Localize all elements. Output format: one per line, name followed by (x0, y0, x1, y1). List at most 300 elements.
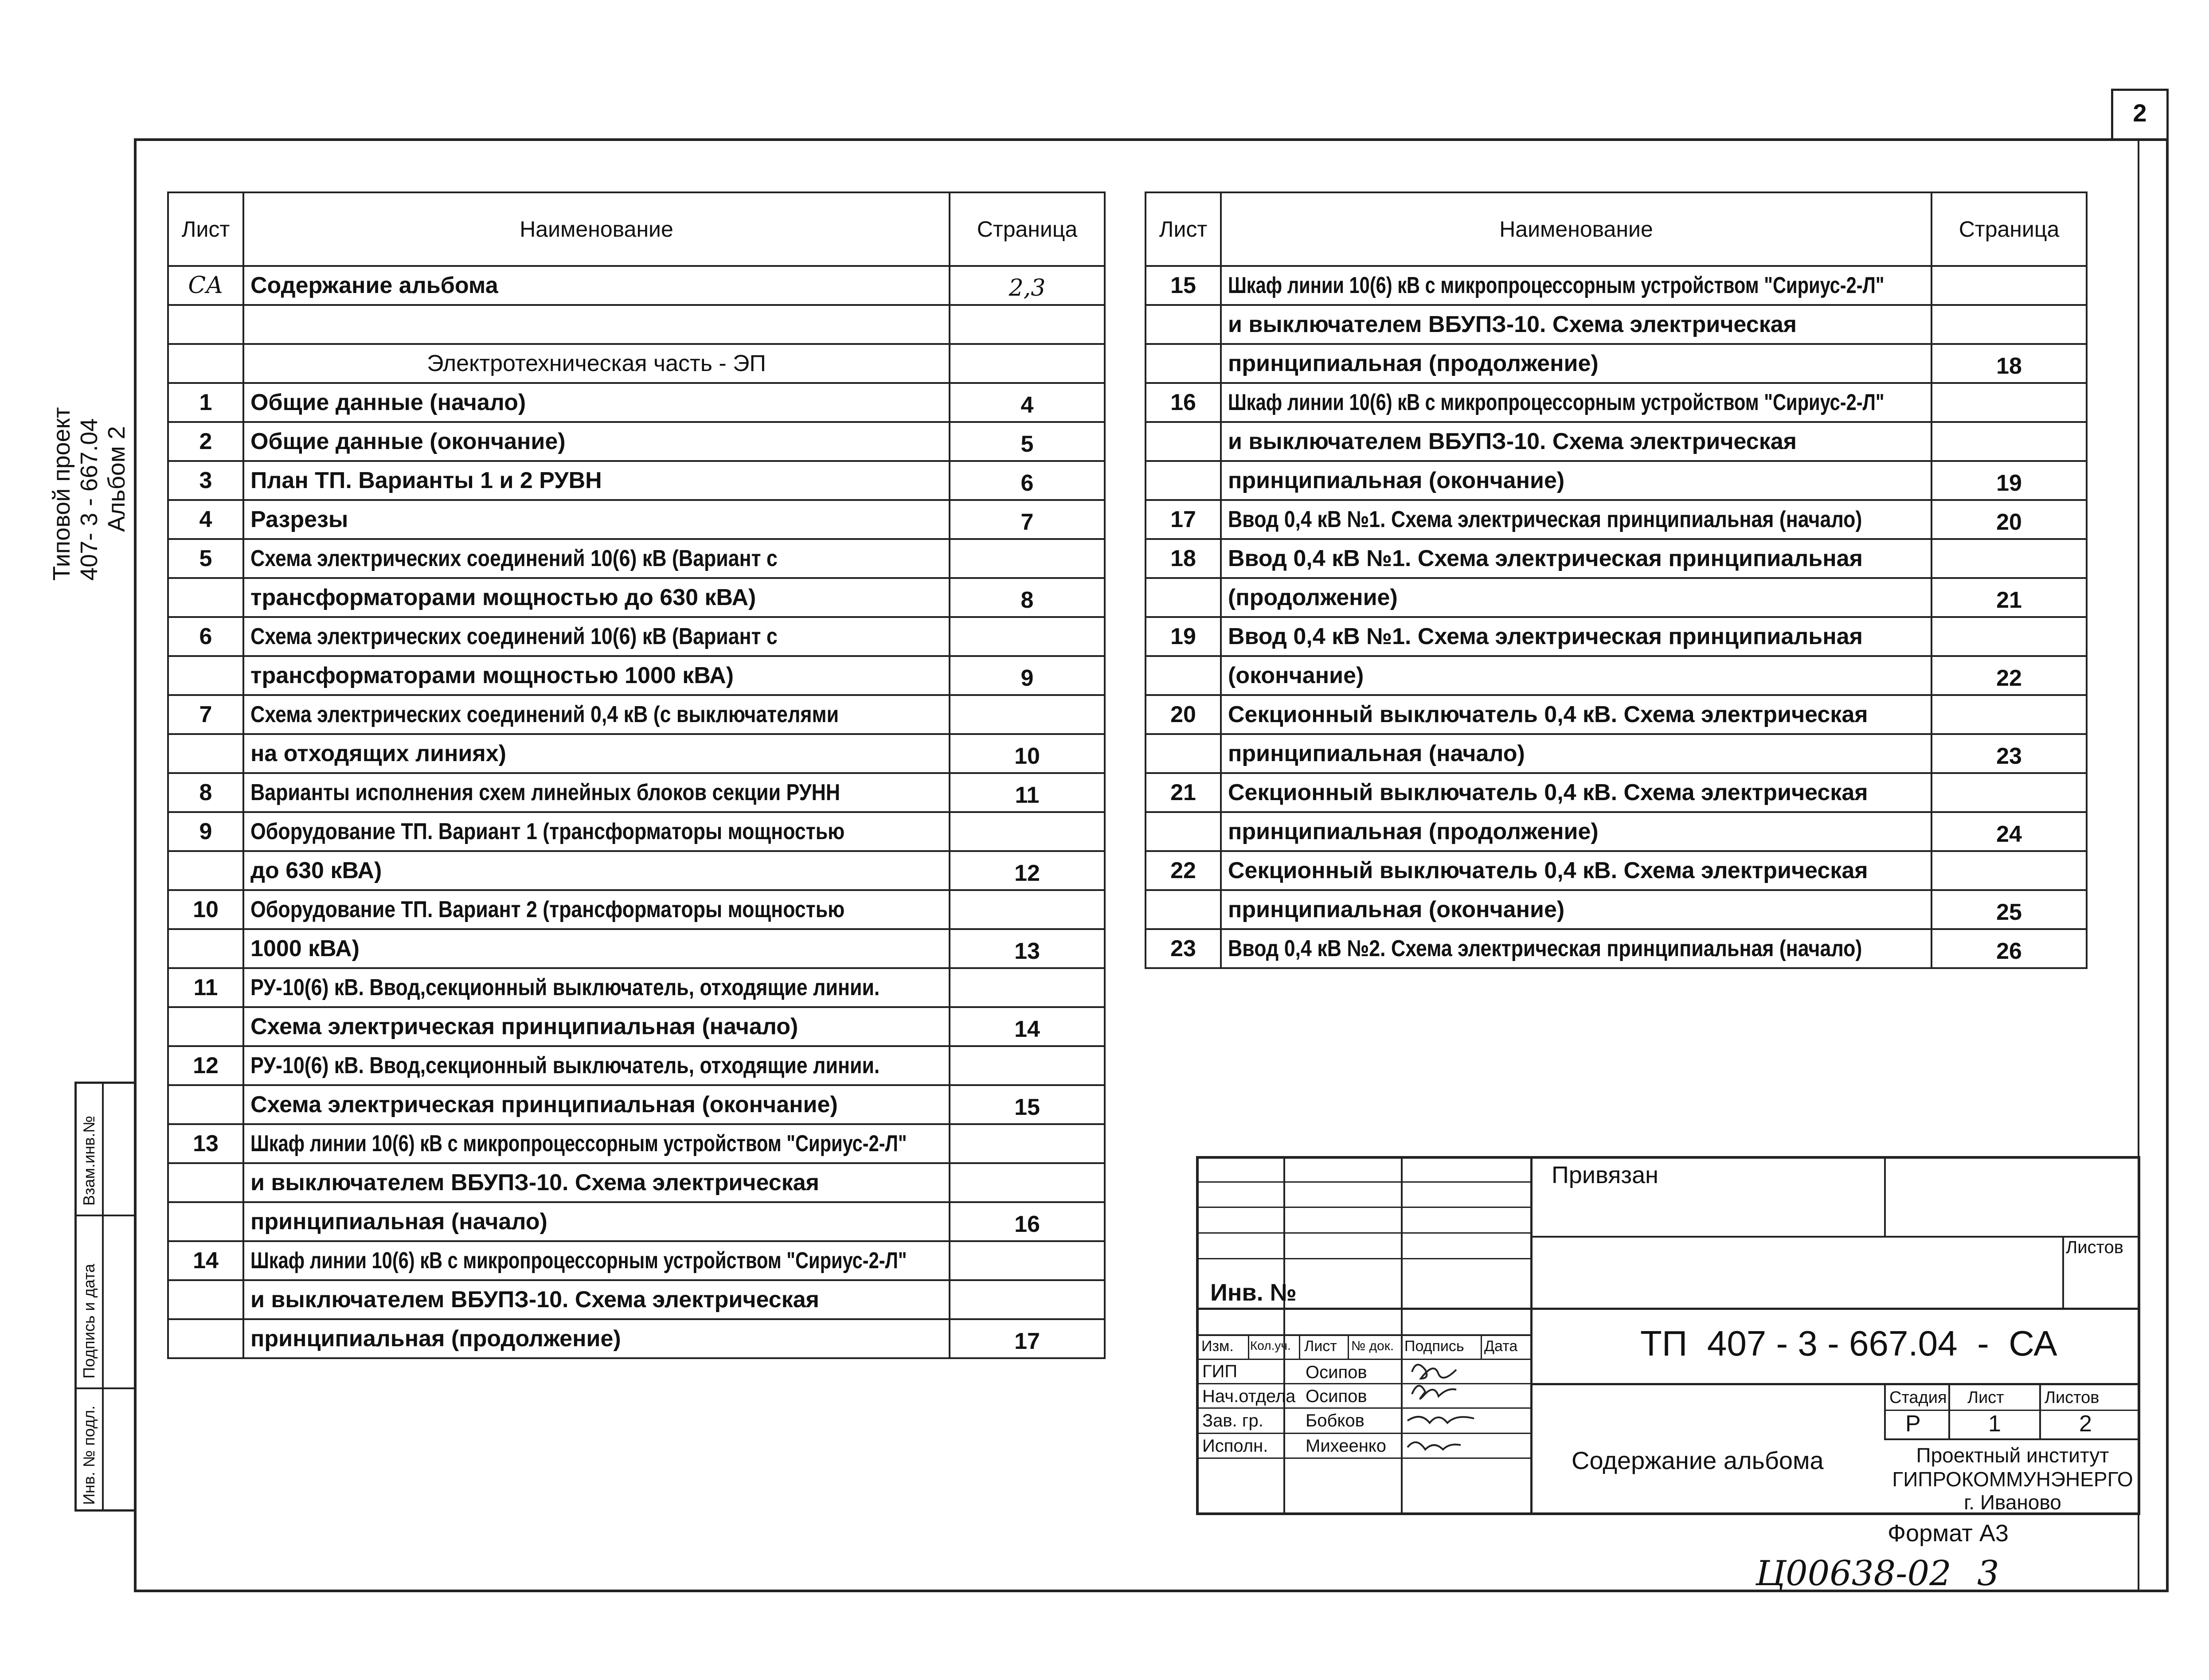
toc-row (168, 929, 1105, 968)
toc-name-text: Схема электрических соединений 0,4 кВ (с выключателями (250, 702, 839, 727)
side-stamp-replace-inv: Взам.инв.№ (80, 1115, 98, 1206)
toc-cell-name (243, 1163, 950, 1202)
toc-sheet-text: 1 (199, 390, 212, 415)
toc-cell-sheet (1146, 539, 1221, 578)
toc-sheet-text: 9 (199, 819, 212, 844)
toc-name-text: трансформаторами мощностью 1000 кВА) (250, 663, 734, 688)
toc-name-text: Шкаф линии 10(6) кВ с микропроцессорным устройством "Сириус-2-Л" (1228, 273, 1884, 298)
toc-cell-page (1931, 851, 2087, 890)
toc-cell-page (950, 1085, 1105, 1124)
toc-name-text: и выключателем ВБУПЗ-10. Схема электрическая (250, 1170, 819, 1196)
toc-sheet-text: 23 (1170, 936, 1196, 961)
toc-cell-name (1221, 851, 1931, 890)
toc-cell-sheet (168, 734, 243, 773)
toc-row (1146, 617, 2087, 656)
toc-name-text: Секционный выключатель 0,4 кВ. Схема электрическая (1228, 780, 1868, 805)
hdr-list: Лист (1304, 1338, 1337, 1355)
toc-cell-sheet (1146, 578, 1221, 617)
tb-line (1248, 1334, 1249, 1359)
tb-line (2062, 1236, 2064, 1309)
toc-sheet-text: 22 (1170, 858, 1196, 883)
toc-cell-sheet (1146, 773, 1221, 812)
toc-cell-name (243, 1241, 950, 1280)
toc-name-text: Оборудование ТП. Вариант 2 (трансформаторы мощностью (250, 897, 845, 922)
toc-page-text: 10 (1014, 743, 1040, 769)
toc-cell-name (243, 773, 950, 812)
toc-cell-name (243, 461, 950, 500)
toc-cell-page (950, 422, 1105, 461)
toc-table-left (167, 191, 1106, 1359)
toc-cell-sheet (168, 578, 243, 617)
toc-row (168, 461, 1105, 500)
toc-cell-page (950, 890, 1105, 929)
toc-name-text: Схема электрических соединений 10(6) кВ (Вариант с (250, 546, 778, 571)
tb-line (1530, 1236, 2140, 1238)
toc-page-text: 14 (1014, 1016, 1040, 1042)
toc-cell-sheet (1146, 305, 1221, 344)
signature-executor (1408, 1442, 1461, 1449)
toc-page-text: 23 (1996, 743, 2022, 769)
toc-cell-sheet (168, 305, 243, 344)
toc-cell-sheet (1146, 656, 1221, 695)
toc-name-text: принципиальная (начало) (250, 1209, 547, 1235)
toc-row (168, 968, 1105, 1007)
toc-cell-sheet (168, 1046, 243, 1085)
name-dept-head: Осипов (1306, 1387, 1367, 1406)
side-title-line1: Типовой проект (48, 407, 75, 581)
tb-line (1530, 1383, 2140, 1385)
toc-cell-name (243, 656, 950, 695)
role-group-head: Зав. гр. (1202, 1411, 1263, 1430)
signature-dept-head (1412, 1386, 1456, 1399)
toc-cell-name (243, 890, 950, 929)
toc-row (1146, 266, 2087, 305)
toc-cell-page (950, 1046, 1105, 1085)
toc-cell-name (243, 1085, 950, 1124)
signatures (1403, 1354, 1492, 1461)
tb-line (1348, 1334, 1349, 1359)
toc-row (1146, 578, 2087, 617)
name-executor: Михеенко (1306, 1436, 1386, 1456)
toc-cell-page (1931, 344, 2087, 383)
toc-cell-sheet (1146, 695, 1221, 734)
toc-sheet-text: 15 (1170, 273, 1196, 298)
toc-page-text: 18 (1996, 353, 2022, 379)
tb-line (1884, 1156, 1886, 1236)
toc-page-text: 16 (1014, 1211, 1040, 1237)
toc-cell-page (950, 851, 1105, 890)
toc-cell-page (950, 461, 1105, 500)
toc-name-text: План ТП. Варианты 1 и 2 РУВН (250, 468, 602, 493)
toc-cell-name (1221, 890, 1931, 929)
toc-page-text: 15 (1014, 1094, 1040, 1120)
toc-cell-page (950, 1280, 1105, 1319)
toc-cell-sheet (1146, 422, 1221, 461)
toc-sheet-text: 20 (1170, 702, 1196, 727)
toc-row (168, 1280, 1105, 1319)
toc-sheet-text: 18 (1170, 546, 1196, 571)
tb-line (1884, 1438, 2140, 1440)
toc-cell-page (950, 617, 1105, 656)
toc-cell-sheet (1146, 812, 1221, 851)
toc-row (1146, 344, 2087, 383)
document-title: Содержание альбома (1572, 1446, 1824, 1474)
toc-sheet-text: 16 (1170, 390, 1196, 415)
toc-cell-page (950, 500, 1105, 539)
toc-cell-sheet (168, 500, 243, 539)
toc-row (168, 890, 1105, 929)
col-header-sheet: Лист (168, 192, 243, 266)
toc-cell-name (243, 734, 950, 773)
toc-sheet-text: 12 (193, 1053, 219, 1078)
toc-cell-name (1221, 422, 1931, 461)
toc-sheet-text: 17 (1170, 507, 1196, 532)
toc-name-text: на отходящих линиях) (250, 741, 506, 766)
toc-name-text: Ввод 0,4 кВ №2. Схема электрическая принципиальная (начало) (1228, 936, 1862, 961)
toc-cell-name (1221, 812, 1931, 851)
side-stamp-divider (102, 1082, 104, 1512)
toc-cell-page (950, 266, 1105, 305)
toc-row (1146, 383, 2087, 422)
toc-cell-sheet (168, 656, 243, 695)
hdr-doc: № док. (1351, 1339, 1394, 1353)
toc-row (168, 422, 1105, 461)
name-group-head: Бобков (1306, 1411, 1364, 1430)
toc-cell-sheet (1146, 266, 1221, 305)
role-executor: Исполн. (1202, 1436, 1268, 1456)
toc-cell-name (243, 1007, 950, 1046)
side-stamp-sign-date: Подпись и дата (80, 1264, 98, 1379)
toc-sheet-text: 4 (199, 507, 212, 532)
toc-cell-sheet (168, 422, 243, 461)
toc-cell-page (950, 1202, 1105, 1241)
toc-row (168, 1241, 1105, 1280)
toc-cell-sheet (168, 539, 243, 578)
toc-cell-sheet (168, 929, 243, 968)
toc-cell-name (1221, 773, 1931, 812)
toc-cell-sheet (168, 851, 243, 890)
toc-cell-page (1931, 383, 2087, 422)
inv-no-label: Инв. № (1210, 1279, 1297, 1306)
toc-cell-name (243, 1124, 950, 1163)
col-header-page: Страница (1931, 192, 2087, 266)
toc-cell-page (950, 1124, 1105, 1163)
toc-cell-name (1221, 539, 1931, 578)
toc-cell-page (950, 344, 1105, 383)
col-header-name: Наименование (1221, 192, 1931, 266)
toc-page-text: 22 (1996, 665, 2022, 691)
toc-cell-name (243, 851, 950, 890)
toc-page-text: 17 (1014, 1328, 1040, 1354)
document-code: ТП 407 - 3 - 667.04 - СА (1640, 1324, 2057, 1363)
tb-line (1196, 1181, 1530, 1183)
toc-cell-name (243, 812, 950, 851)
toc-page-text: 12 (1014, 860, 1040, 886)
toc-page-text: 4 (1020, 392, 1034, 418)
toc-row (1146, 929, 2087, 968)
toc-name-text: Схема электрическая принципиальная (начало) (250, 1014, 798, 1039)
tb-line (1196, 1232, 1530, 1234)
toc-cell-name (243, 695, 950, 734)
toc-cell-sheet (168, 344, 243, 383)
toc-sheet-text: 14 (193, 1248, 219, 1274)
toc-cell-sheet (1146, 617, 1221, 656)
toc-cell-name (1221, 305, 1931, 344)
toc-sheet-text: 21 (1170, 780, 1196, 805)
toc-cell-name (1221, 695, 1931, 734)
sheet-label: Лист (1967, 1388, 2004, 1407)
toc-page-text: 26 (1996, 938, 2022, 964)
toc-row (1146, 305, 2087, 344)
side-stamp-divider (74, 1215, 137, 1216)
toc-name-text: Общие данные (начало) (250, 390, 526, 415)
toc-cell-name (243, 500, 950, 539)
toc-row (168, 266, 1105, 305)
toc-page-text: 13 (1014, 938, 1040, 964)
toc-page-text: 2,3 (1009, 275, 1046, 301)
toc-cell-name (243, 1319, 950, 1358)
toc-cell-page (950, 695, 1105, 734)
toc-table-right (1145, 191, 2088, 969)
toc-row (168, 773, 1105, 812)
col-header-name: Наименование (243, 192, 950, 266)
toc-cell-name (243, 578, 950, 617)
toc-row (168, 1085, 1105, 1124)
toc-name-text: РУ-10(6) кВ. Ввод,секционный выключатель, отходящие линии. (250, 1053, 880, 1078)
archive-code: Ц00638-02 (1755, 1554, 1951, 1594)
sheet-value: 1 (1988, 1411, 2001, 1437)
toc-row (1146, 734, 2087, 773)
toc-row (1146, 422, 2087, 461)
toc-cell-sheet (168, 812, 243, 851)
toc-cell-page (1931, 890, 2087, 929)
hdr-kol: Кол.уч. (1250, 1339, 1291, 1352)
toc-cell-page (1931, 734, 2087, 773)
toc-name-text: (продолжение) (1228, 585, 1398, 610)
toc-page-text: 8 (1020, 587, 1034, 613)
toc-cell-name (1221, 266, 1931, 305)
corner-number: 2 (2133, 99, 2147, 127)
toc-row (168, 656, 1105, 695)
toc-row (168, 578, 1105, 617)
stage-label: Стадия (1889, 1388, 1947, 1407)
tied-label: Привязан (1552, 1162, 1658, 1188)
toc-name-text: Секционный выключатель 0,4 кВ. Схема электрическая (1228, 702, 1868, 727)
toc-cell-sheet (1146, 461, 1221, 500)
toc-cell-page (950, 1319, 1105, 1358)
toc-cell-name (1221, 617, 1931, 656)
tb-line (1299, 1334, 1300, 1359)
tb-line (1196, 1258, 1530, 1259)
side-stamp-inv-orig: Инв. № подл. (80, 1405, 98, 1505)
toc-name-text: до 630 кВА) (250, 858, 382, 883)
toc-cell-sheet (168, 1241, 243, 1280)
role-gip: ГИП (1202, 1362, 1238, 1381)
toc-name-text: и выключателем ВБУПЗ-10. Схема электрическая (1228, 312, 1797, 337)
toc-name-text: Содержание альбома (250, 273, 498, 298)
toc-cell-page (950, 305, 1105, 344)
toc-cell-page (1931, 500, 2087, 539)
toc-name-text: Схема электрических соединений 10(6) кВ (Вариант с (250, 624, 778, 649)
toc-cell-sheet (1146, 344, 1221, 383)
toc-cell-name (1221, 656, 1931, 695)
toc-page-text: 24 (1996, 821, 2022, 847)
toc-page-text: 11 (1015, 782, 1040, 808)
toc-cell-name (243, 539, 950, 578)
toc-name-text: 1000 кВА) (250, 936, 360, 961)
toc-cell-page (1931, 422, 2087, 461)
toc-cell-name (243, 617, 950, 656)
toc-row (168, 812, 1105, 851)
toc-cell-sheet (168, 890, 243, 929)
toc-sheet-text: 10 (193, 897, 219, 922)
signature-gip (1412, 1365, 1456, 1379)
toc-cell-sheet (1146, 734, 1221, 773)
toc-row (168, 1007, 1105, 1046)
toc-page-text: 6 (1020, 470, 1034, 496)
toc-cell-sheet (1146, 851, 1221, 890)
toc-sheet-text: 7 (199, 702, 212, 727)
toc-row (168, 539, 1105, 578)
toc-cell-page (950, 734, 1105, 773)
toc-cell-sheet (168, 773, 243, 812)
toc-cell-page (950, 812, 1105, 851)
toc-cell-page (1931, 617, 2087, 656)
toc-cell-name (243, 305, 950, 344)
sheets-label: Листов (2045, 1388, 2100, 1407)
toc-cell-sheet (168, 461, 243, 500)
toc-row (168, 344, 1105, 383)
toc-cell-page (1931, 656, 2087, 695)
toc-sheet-text: 3 (199, 468, 212, 493)
tb-line (1530, 1156, 1533, 1515)
toc-cell-page (950, 968, 1105, 1007)
toc-row (1146, 656, 2087, 695)
toc-cell-sheet (168, 1085, 243, 1124)
tb-line (1196, 1308, 2140, 1310)
toc-page-text: 9 (1020, 665, 1034, 691)
toc-cell-sheet (168, 383, 243, 422)
toc-sheet-text: 6 (199, 624, 212, 649)
toc-cell-page (950, 578, 1105, 617)
toc-row (168, 383, 1105, 422)
toc-name-text: принципиальная (продолжение) (1228, 819, 1599, 844)
toc-cell-name (243, 929, 950, 968)
toc-cell-sheet (168, 968, 243, 1007)
toc-sheet-text: 11 (193, 975, 218, 1000)
toc-cell-name (243, 344, 950, 383)
sheets-value: 2 (2079, 1411, 2092, 1437)
toc-row (168, 617, 1105, 656)
toc-name-text: Электротехническая часть - ЭП (427, 351, 766, 376)
toc-row (168, 1046, 1105, 1085)
toc-name-text: трансформаторами мощностью до 630 кВА) (250, 585, 756, 610)
toc-cell-name (243, 968, 950, 1007)
toc-page-text: 20 (1996, 509, 2022, 535)
toc-name-text: и выключателем ВБУПЗ-10. Схема электрическая (250, 1287, 819, 1313)
toc-sheet-text: 8 (199, 780, 212, 805)
toc-row (168, 851, 1105, 890)
toc-cell-sheet (168, 1124, 243, 1163)
toc-cell-sheet (168, 617, 243, 656)
toc-sheet-text: 5 (199, 546, 212, 571)
toc-name-text: Шкаф линии 10(6) кВ с микропроцессорным устройством "Сириус-2-Л" (250, 1131, 907, 1156)
toc-cell-sheet (168, 695, 243, 734)
toc-cell-name (1221, 383, 1931, 422)
hdr-date: Дата (1484, 1338, 1518, 1355)
toc-row (1146, 773, 2087, 812)
toc-cell-name (243, 422, 950, 461)
toc-cell-name (1221, 344, 1931, 383)
toc-row (1146, 539, 2087, 578)
toc-cell-sheet (168, 1007, 243, 1046)
toc-cell-page (950, 773, 1105, 812)
toc-name-text: и выключателем ВБУПЗ-10. Схема электрическая (1228, 429, 1797, 454)
toc-page-text: 25 (1996, 899, 2022, 925)
name-gip: Осипов (1306, 1363, 1367, 1382)
toc-row (168, 734, 1105, 773)
org-line3: г. Иваново (1964, 1491, 2061, 1514)
org-line2: ГИПРОКОММУНЭНЕРГО (1892, 1468, 2133, 1491)
side-title-line3: Альбом 2 (103, 426, 130, 532)
toc-sheet-text: 19 (1170, 624, 1196, 649)
toc-cell-sheet (168, 1163, 243, 1202)
toc-name-text: Ввод 0,4 кВ №1. Схема электрическая принципиальная (1228, 546, 1863, 571)
toc-name-text: принципиальная (окончание) (1228, 897, 1565, 922)
toc-name-text: Шкаф линии 10(6) кВ с микропроцессорным устройством "Сириус-2-Л" (1228, 390, 1884, 415)
toc-header-row (168, 192, 1105, 266)
role-dept-head: Нач.отдела (1202, 1387, 1296, 1406)
toc-row (1146, 695, 2087, 734)
col-header-sheet: Лист (1146, 192, 1221, 266)
toc-cell-page (1931, 305, 2087, 344)
col-header-page: Страница (950, 192, 1105, 266)
toc-cell-page (950, 539, 1105, 578)
side-stamp-divider (74, 1387, 137, 1389)
toc-cell-name (243, 1280, 950, 1319)
toc-cell-name (1221, 734, 1931, 773)
toc-row (1146, 500, 2087, 539)
toc-cell-sheet (168, 266, 243, 305)
toc-cell-page (1931, 461, 2087, 500)
toc-cell-name (243, 266, 950, 305)
org-line1: Проектный институт (1916, 1444, 2109, 1467)
toc-sheet-text: 2 (199, 429, 212, 454)
hdr-izm: Изм. (1201, 1338, 1234, 1355)
toc-row (168, 1124, 1105, 1163)
toc-cell-name (243, 1046, 950, 1085)
toc-name-text: Оборудование ТП. Вариант 1 (трансформаторы мощностью (250, 819, 845, 844)
toc-name-text: (окончание) (1228, 663, 1364, 688)
toc-name-text: Шкаф линии 10(6) кВ с микропроцессорным устройством "Сириус-2-Л" (250, 1248, 907, 1274)
toc-cell-page (950, 1163, 1105, 1202)
toc-page-text: 7 (1020, 509, 1034, 535)
toc-header-row (1146, 192, 2087, 266)
sheets-label-top: Листов (2066, 1238, 2123, 1257)
toc-name-text: принципиальная (продолжение) (250, 1326, 621, 1352)
toc-row (168, 1163, 1105, 1202)
toc-name-text: Схема электрическая принципиальная (окончание) (250, 1092, 838, 1117)
format-label: Формат А3 (1888, 1520, 2009, 1547)
toc-cell-sheet (1146, 890, 1221, 929)
toc-sheet-text: 13 (193, 1131, 219, 1156)
toc-cell-page (1931, 266, 2087, 305)
toc-cell-page (1931, 539, 2087, 578)
toc-cell-sheet (1146, 929, 1221, 968)
tb-line (1884, 1410, 2140, 1411)
toc-name-text: Общие данные (окончание) (250, 429, 566, 454)
toc-cell-page (1931, 695, 2087, 734)
